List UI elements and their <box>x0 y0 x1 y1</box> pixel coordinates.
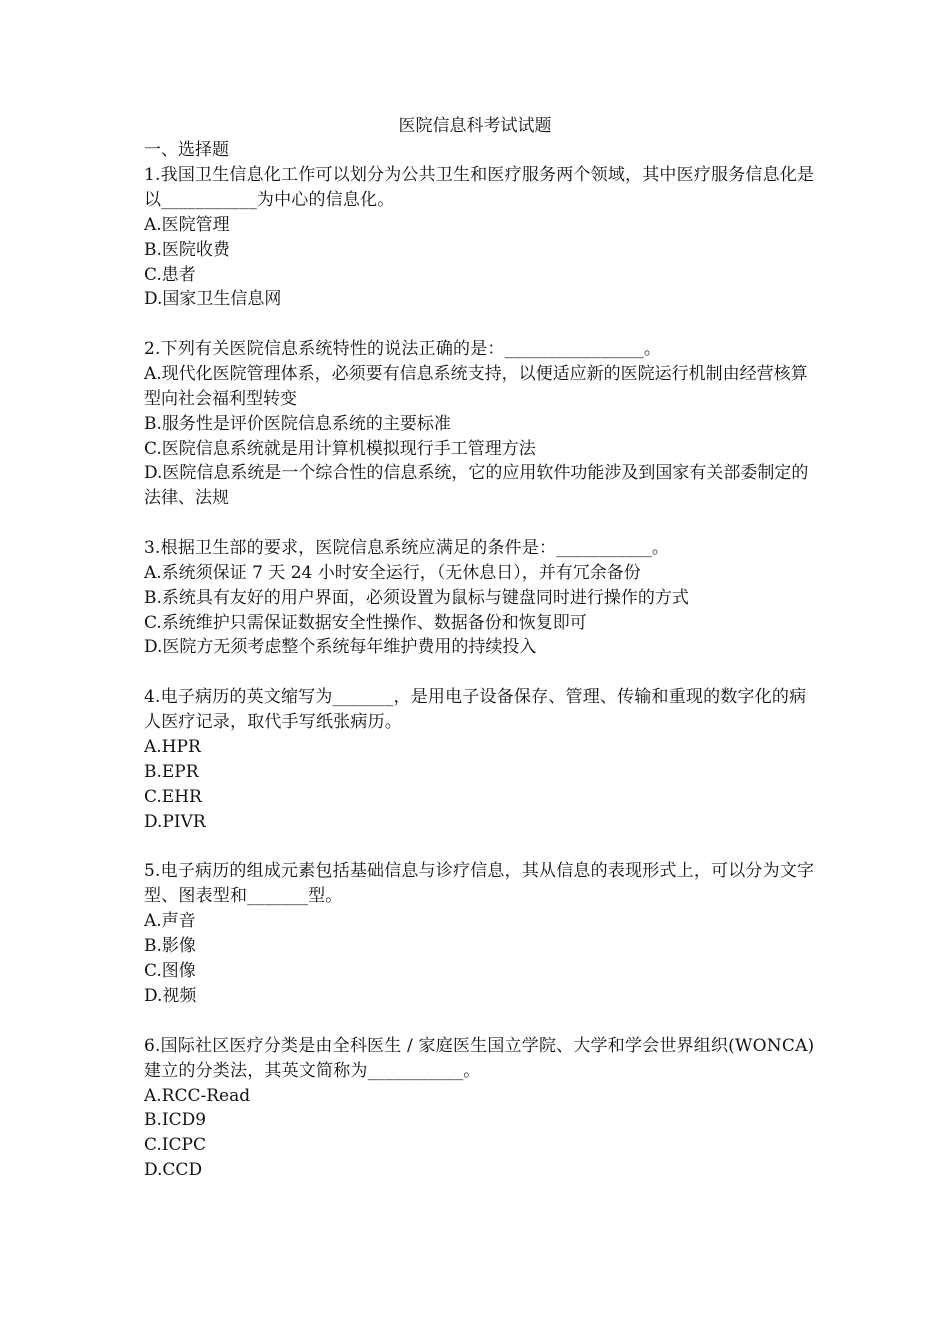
option-d: D.视频 <box>144 985 197 1006</box>
question-stem: 2.下列有关医院信息系统特性的说法正确的是：________________。 <box>144 339 662 360</box>
option-a: A.医院管理 <box>144 215 230 235</box>
question-stem: 3.根据卫生部的要求，医院信息系统应满足的条件是：___________。 <box>144 537 670 558</box>
question-5 <box>144 859 816 1008</box>
option-c: C.患者 <box>144 264 196 285</box>
option-b: B.医院收费 <box>144 239 230 260</box>
option-a: A.HPR <box>144 737 201 758</box>
option-c: C.图像 <box>144 960 196 981</box>
question-3 <box>144 536 816 660</box>
option-d: D.医院方无须考虑整个系统每年维护费用的持续投入 <box>144 637 537 658</box>
option-b: B.EPR <box>144 761 199 782</box>
option-a: A.RCC-Read <box>144 1085 251 1106</box>
question-2 <box>144 337 816 511</box>
option-a: A.声音 <box>144 911 196 932</box>
option-d: D.PIVR <box>144 811 206 832</box>
document-title: 医院信息科考试试题 <box>398 116 552 136</box>
option-b: B.服务性是评价医院信息系统的主要标准 <box>144 413 451 434</box>
option-b: B.系统具有友好的用户界面，必须设置为鼠标与键盘同时进行操作的方式 <box>144 587 689 608</box>
question-stem: 5.电子病历的组成元素包括基础信息与诊疗信息，其从信息的表现形式上，可以分为文字型、图表型和_______型。 <box>144 861 815 907</box>
option-d: D.医院信息系统是一个综合性的信息系统，它的应用软件功能涉及到国家有关部委制定的法律、法规 <box>144 463 809 509</box>
option-c: C.医院信息系统就是用计算机模拟现行手工管理方法 <box>144 438 536 459</box>
question-stem: 1.我国卫生信息化工作可以划分为公共卫生和医疗服务两个领域，其中医疗服务信息化是以___________为中心的信息化。 <box>144 165 815 210</box>
option-c: C.EHR <box>144 786 202 807</box>
option-b: B.影像 <box>144 936 196 957</box>
section-heading: 一、选择题 <box>144 140 229 160</box>
option-b: B.ICD9 <box>144 1110 207 1131</box>
question-stem: 4.电子病历的英文缩写为_______，是用电子设备保存、管理、传输和重现的数字化的病人医疗记录，取代手写纸张病历。 <box>144 687 807 733</box>
option-c: C.ICPC <box>144 1135 206 1156</box>
option-c: C.系统维护只需保证数据安全性操作、数据备份和恢复即可 <box>144 612 587 633</box>
option-a: A.系统须保证 7 天 24 小时安全运行，（无休息日），并有冗余备份 <box>144 562 641 583</box>
question-6 <box>144 1034 816 1183</box>
question-1 <box>144 163 816 312</box>
question-stem: 6.国际社区医疗分类是由全科医生 / 家庭医生国立学院、大学和学会世界组织(WONCA)建立的分类法，其英文简称为___________。 <box>144 1035 815 1081</box>
option-a: A.现代化医院管理体系，必须要有信息系统支持，以便适应新的医院运行机制由经营核算型向社会福利型转变 <box>144 364 808 409</box>
question-list <box>144 163 816 1208</box>
option-d: D.CCD <box>144 1159 203 1180</box>
question-4 <box>144 685 816 834</box>
option-d: D.国家卫生信息网 <box>144 289 282 310</box>
